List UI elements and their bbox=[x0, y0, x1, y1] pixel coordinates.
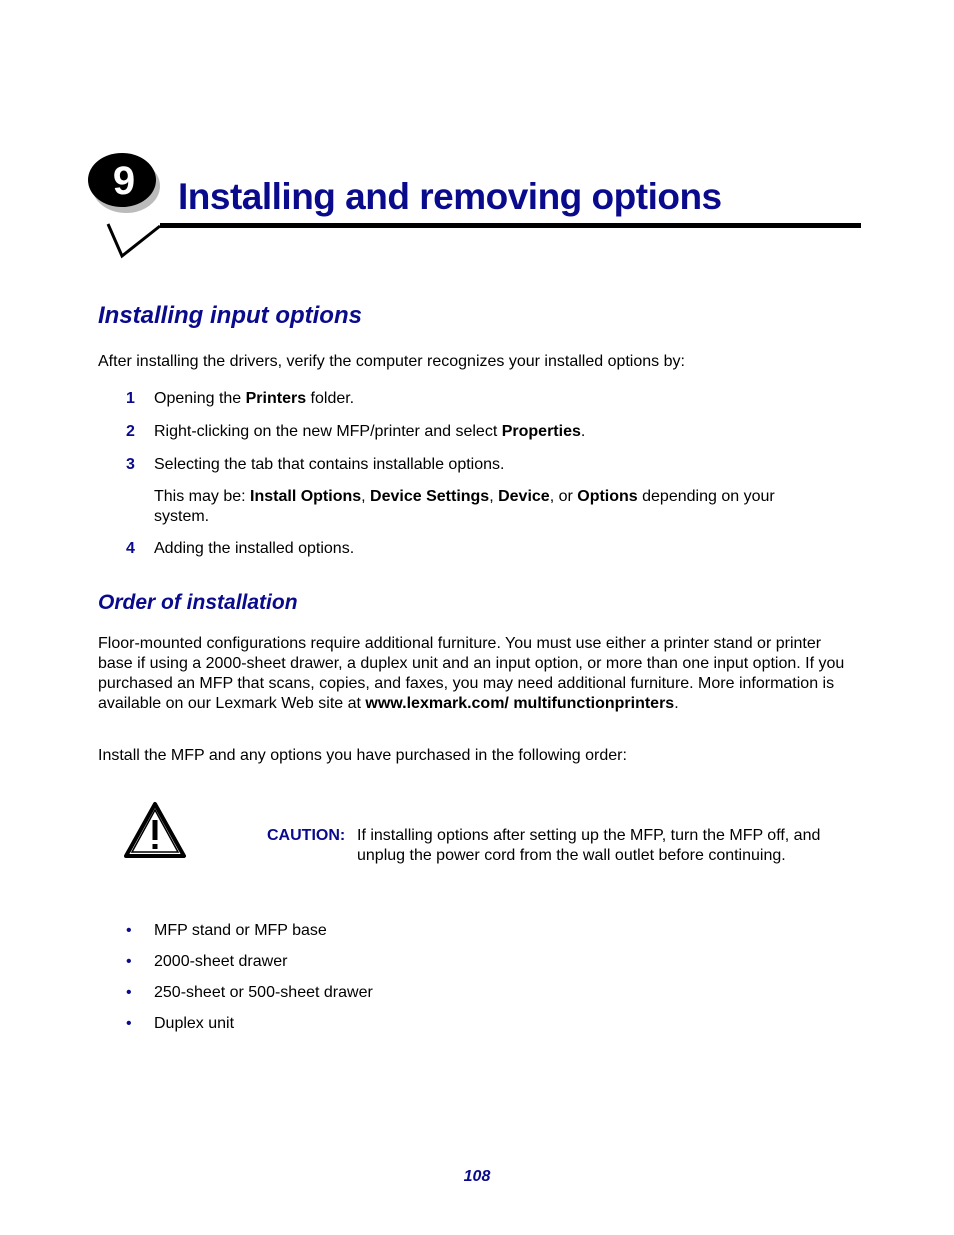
chapter-title: Installing and removing options bbox=[178, 176, 722, 217]
step-text: Selecting the tab that contains installable options. bbox=[154, 456, 505, 473]
bullet: • bbox=[126, 953, 132, 970]
bullet: • bbox=[126, 1015, 132, 1032]
chapter-number-badge bbox=[78, 146, 178, 261]
chapter-number: 9 bbox=[112, 159, 136, 203]
list-item: MFP stand or MFP base bbox=[154, 922, 327, 939]
step-text: Adding the installed options. bbox=[154, 540, 355, 557]
bullet: • bbox=[126, 984, 132, 1001]
order-paragraph: Floor-mounted configurations require additional furniture. You must use either a printer stand or printer base if using a 2000-sheet drawer, a duplex unit and an input option, or more than one input option. If you purchased an MFP that scans, copies, and faxes, you may need additional furniture. More information is available on our Lexmark Web site at www.lexmark.com/ multifunctionprinters. bbox=[98, 635, 845, 712]
lexmark-web-link[interactable]: www.lexmark.com/ multifunctionprinters bbox=[365, 695, 675, 712]
step-number: 4 bbox=[126, 540, 135, 557]
title-rule bbox=[160, 223, 861, 228]
order-intro: Install the MFP and any options you have purchased in the following order: bbox=[98, 747, 627, 764]
caution-text: If installing options after setting up the MFP, turn the MFP off, and unplug the power cord from the wall outlet before continuing. bbox=[357, 827, 821, 864]
section-heading-order-of-installation: Order of installation bbox=[98, 591, 298, 614]
step-text: Opening the Printers folder. bbox=[154, 390, 355, 407]
list-item: 2000-sheet drawer bbox=[154, 953, 288, 970]
bullet: • bbox=[126, 922, 132, 939]
step-3-note: This may be: Install Options, Device Settings, Device, or Options depending on your system. bbox=[154, 488, 775, 525]
step-text: Right-clicking on the new MFP/printer and select Properties. bbox=[154, 423, 586, 440]
step-number: 3 bbox=[126, 456, 135, 473]
step-number: 2 bbox=[126, 423, 135, 440]
section-heading-installing-input-options: Installing input options bbox=[98, 302, 362, 329]
step-number: 1 bbox=[126, 390, 135, 407]
page-number: 108 bbox=[463, 1168, 491, 1185]
warning-triangle-icon bbox=[122, 800, 188, 860]
intro-paragraph: After installing the drivers, verify the computer recognizes your installed options by: bbox=[98, 353, 685, 370]
caution-label: CAUTION: bbox=[267, 827, 346, 844]
list-item: 250-sheet or 500-sheet drawer bbox=[154, 984, 373, 1001]
list-item: Duplex unit bbox=[154, 1015, 235, 1032]
